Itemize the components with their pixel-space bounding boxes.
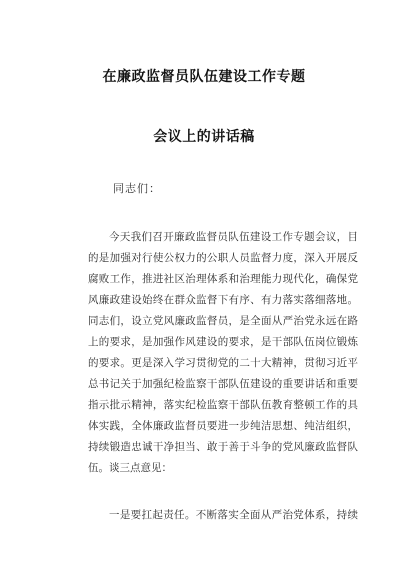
paragraph-2-line: 一是要扛起责任。不断落实全面从严治党体系，持续	[109, 509, 358, 521]
document-title-line-1: 在廉政监督员队伍建设工作专题	[102, 69, 306, 85]
paragraph-1-line: 同志们，设立党风廉政监督员，是全面从严治党永远在路	[88, 315, 358, 327]
paragraph-1-line: 的是加强对行使公权力的公职人员监督力度，深入开展反	[88, 252, 358, 264]
paragraph-1-line: 总书记关于加强纪检监察干部队伍建设的重要讲话和重要	[88, 378, 358, 390]
paragraph-1-line: 体实践，全体廉政监督员要进一步纯洁思想、纯洁组织，	[88, 420, 358, 432]
paragraph-1-line: 上的要求，是加强作风建设的要求，是干部队伍岗位锻炼	[88, 336, 358, 348]
paragraph-1-line: 风廉政建设始终在群众监督下有序、有力落实落细落地。	[88, 294, 358, 306]
salutation: 同志们：	[113, 182, 161, 195]
paragraph-1-line: 持续锻造忠诚干净担当、敢于善于斗争的党风廉政监督队	[88, 441, 358, 453]
paragraph-1-line: 的要求。更是深入学习贯彻党的二十大精神，贯彻习近平	[88, 357, 358, 369]
paragraph-1-line: 今天我们召开廉政监督员队伍建设工作专题会议，目	[109, 231, 358, 243]
paragraph-1-line: 伍。谈三点意见：	[88, 462, 172, 474]
paragraph-1-line: 腐败工作，推进社区治理体系和治理能力现代化，确保党	[88, 273, 358, 285]
paragraph-1-line: 指示批示精神，落实纪检监察干部队伍教育整顿工作的具	[88, 399, 358, 411]
document-title-line-2: 会议上的讲话稿	[153, 129, 255, 145]
paragraph-2	[88, 505, 358, 526]
paragraph-1	[88, 227, 358, 479]
